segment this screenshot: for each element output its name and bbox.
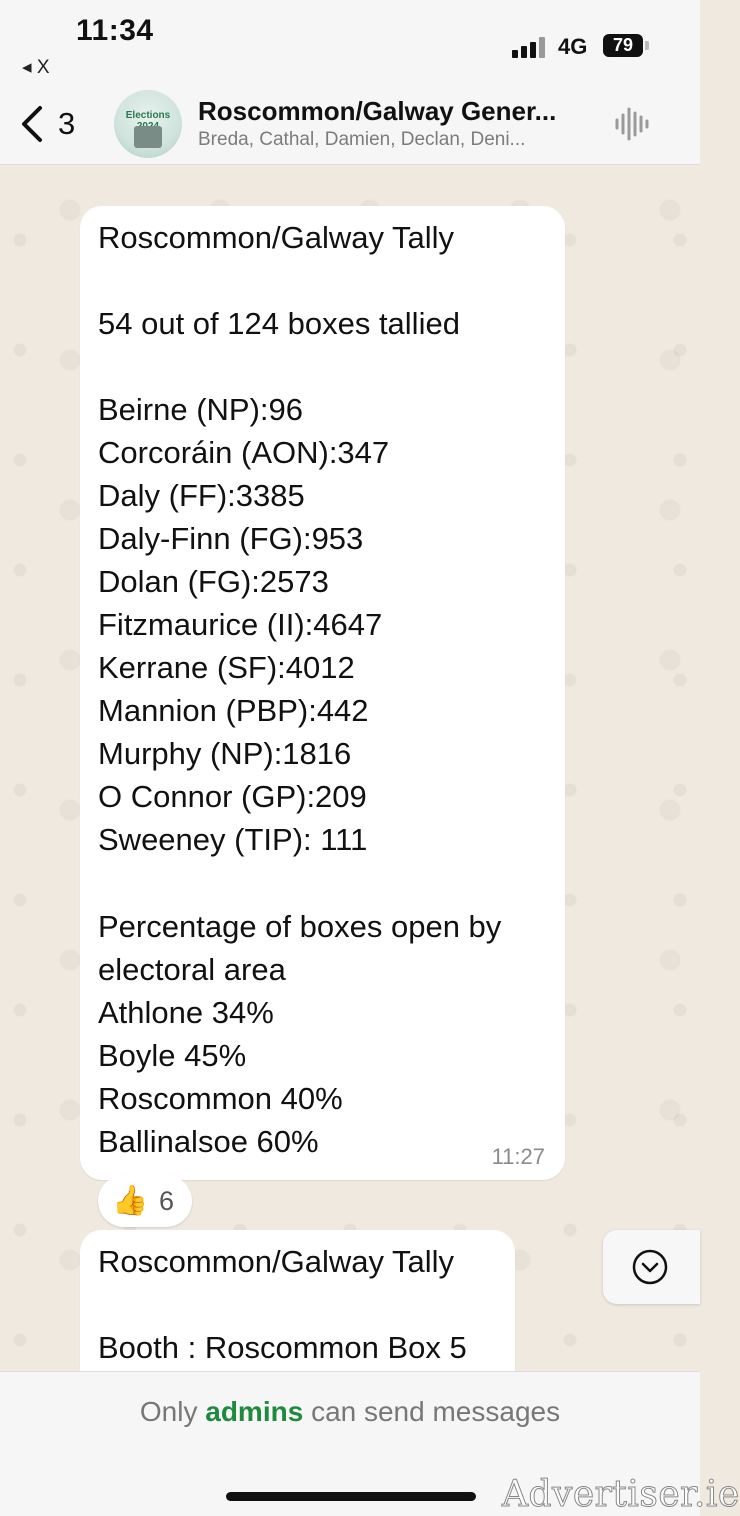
- group-avatar[interactable]: [114, 90, 182, 158]
- message-heading: Roscommon/Galway Tally: [98, 220, 455, 255]
- battery-nub: [645, 41, 649, 50]
- status-bar: [0, 0, 700, 86]
- area-percentage: Athlone 34%: [98, 995, 274, 1030]
- message-line: 54 out of 124 boxes tallied: [98, 306, 460, 341]
- reaction-pill[interactable]: [98, 1175, 192, 1227]
- notice-prefix: Only: [139, 1396, 198, 1427]
- message-timestamp: 11:27: [491, 1144, 545, 1169]
- ballot-box-icon: [134, 126, 162, 148]
- voice-chat-icon[interactable]: [614, 104, 650, 144]
- candidate-tally: Murphy (NP):1816: [98, 736, 352, 771]
- message-bubble[interactable]: [80, 206, 565, 1180]
- reaction-count: 6: [159, 1186, 175, 1216]
- message-line: Booth : Roscommon Box 5: [98, 1330, 467, 1365]
- area-percentage: Ballinalsoe 60%: [98, 1124, 319, 1159]
- admins-only-notice: [0, 1396, 700, 1428]
- composer-footer: [0, 1371, 740, 1516]
- candidate-tally: Mannion (PBP):442: [98, 693, 369, 728]
- area-percentage: Roscommon 40%: [98, 1081, 343, 1116]
- candidate-tally: Dolan (FG):2573: [98, 564, 329, 599]
- thumbs-up-icon: 👍: [112, 1185, 149, 1217]
- signal-strength-icon: [512, 36, 548, 58]
- chevron-down-icon: [632, 1249, 668, 1285]
- candidate-tally: Fitzmaurice (II):4647: [98, 607, 383, 642]
- chat-header: [0, 86, 700, 165]
- back-chevron-icon[interactable]: [14, 102, 54, 146]
- message-line: electoral area: [98, 952, 286, 987]
- message-line: Percentage of boxes open by: [98, 909, 502, 944]
- admins-link[interactable]: admins: [205, 1396, 304, 1427]
- battery-icon: 79: [603, 34, 643, 57]
- notice-suffix: can send messages: [311, 1396, 561, 1427]
- group-members[interactable]: Breda, Cathal, Damien, Declan, Deni...: [198, 129, 526, 150]
- advertiser-watermark: Advertiser.ie: [502, 1474, 740, 1515]
- candidate-tally: Sweeney (TIP): 111: [98, 822, 368, 857]
- group-title[interactable]: Roscommon/Galway Gener...: [198, 96, 557, 126]
- avatar-label: Elections: [125, 110, 171, 121]
- home-indicator[interactable]: [226, 1492, 476, 1501]
- scroll-to-bottom-button[interactable]: [603, 1230, 700, 1304]
- message-heading: Roscommon/Galway Tally: [98, 1244, 455, 1279]
- candidate-tally: O Connor (GP):209: [98, 779, 367, 814]
- status-time: 11:34: [76, 14, 154, 47]
- area-percentage: Boyle 45%: [98, 1038, 247, 1073]
- candidate-tally: Corcoráin (AON):347: [98, 435, 390, 470]
- back-to-app-link[interactable]: ◂ X: [22, 57, 50, 78]
- back-unread-count[interactable]: 3: [58, 106, 76, 141]
- candidate-tally: Kerrane (SF):4012: [98, 650, 355, 685]
- candidate-tally: Daly (FF):3385: [98, 478, 305, 513]
- candidate-tally: Beirne (NP):96: [98, 392, 304, 427]
- candidate-tally: Daly-Finn (FG):953: [98, 521, 364, 556]
- network-type: 4G: [558, 34, 588, 59]
